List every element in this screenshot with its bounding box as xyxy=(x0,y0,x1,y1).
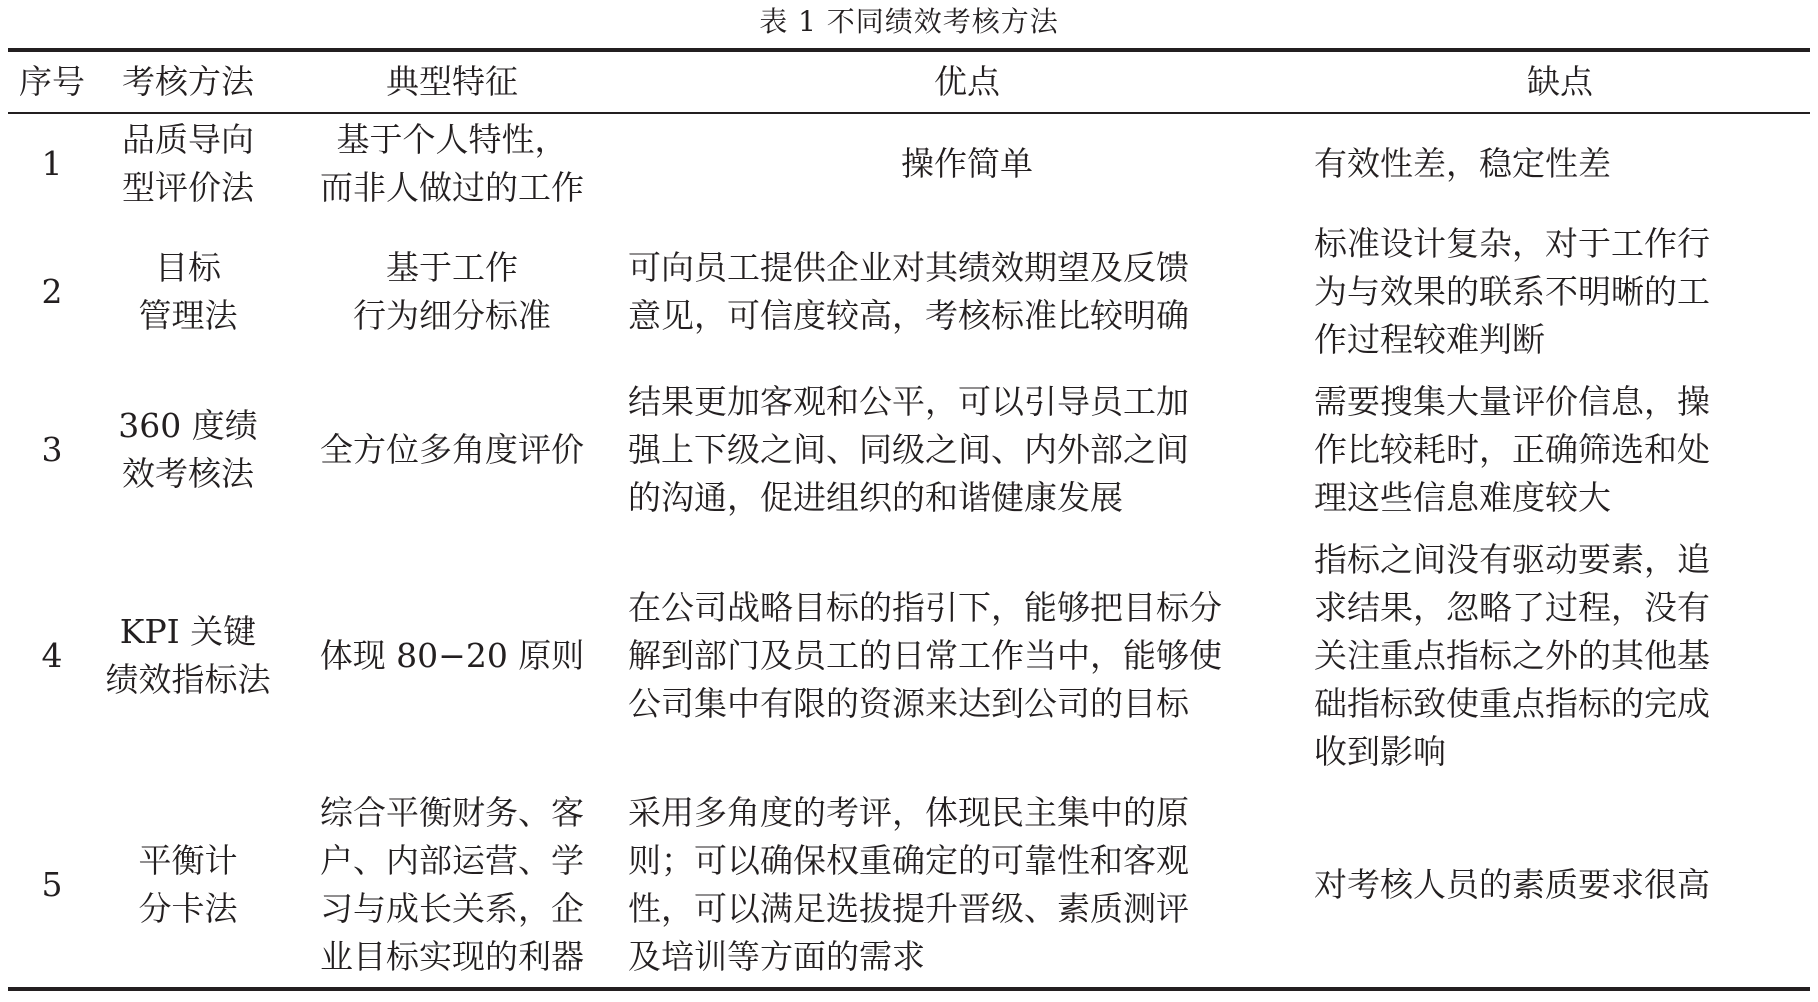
performance-methods-table xyxy=(8,48,1810,991)
cell-num: 3 xyxy=(41,430,63,469)
cell-num: 1 xyxy=(41,143,63,183)
table-header xyxy=(8,50,1810,113)
cell-method: KPI 关键 绩效指标法 xyxy=(105,612,271,699)
header-cons: 缺点 xyxy=(1527,62,1593,101)
table-row xyxy=(8,529,1810,783)
cell-pros: 操作简单 xyxy=(901,143,1033,183)
cell-method: 品质导向 型评价法 xyxy=(122,119,254,207)
table-body xyxy=(8,113,1810,989)
cell-num: 4 xyxy=(41,636,63,675)
cell-pros: 在公司战略目标的指引下，能够把目标分 解到部门及员工的日常工作当中，能够使 公司集中有限的资源来达到公司的目标 xyxy=(628,588,1222,723)
cell-cons: 需要搜集大量评价信息，操 作比较耗时，正确筛选和处 理这些信息难度较大 xyxy=(1314,382,1710,517)
cell-num: 2 xyxy=(41,272,63,311)
cell-feature: 体现 80−20 原则 xyxy=(319,636,585,675)
cell-pros: 结果更加客观和公平，可以引导员工加 强上下级之间、同级之间、内外部之间 的沟通，促进组织的和谐健康发展 xyxy=(628,382,1189,517)
table-row xyxy=(8,213,1810,371)
header-row xyxy=(8,50,1810,113)
cell-cons: 对考核人员的素质要求很高 xyxy=(1314,865,1710,904)
header-num: 序号 xyxy=(19,62,85,101)
table-caption: 表 1 不同绩效考核方法 xyxy=(759,5,1059,38)
cell-cons: 有效性差，稳定性差 xyxy=(1314,143,1611,183)
cell-num: 5 xyxy=(41,865,63,904)
table-row xyxy=(8,113,1810,213)
cell-feature: 全方位多角度评价 xyxy=(320,430,584,469)
table-row xyxy=(8,371,1810,529)
cell-feature: 基于工作 行为细分标准 xyxy=(353,248,551,335)
header-method: 考核方法 xyxy=(122,62,254,101)
table-row xyxy=(8,783,1810,989)
cell-cons: 标准设计复杂，对于工作行 为与效果的联系不明晰的工 作过程较难判断 xyxy=(1314,224,1710,359)
header-pros: 优点 xyxy=(934,62,1000,101)
cell-cons: 指标之间没有驱动要素，追 求结果，忽略了过程，没有 关注重点指标之外的其他基 础指标致使重点指标的完成 收到影响 xyxy=(1314,540,1710,771)
cell-method: 目标 管理法 xyxy=(138,248,238,335)
cell-method: 平衡计 分卡法 xyxy=(138,841,238,928)
header-feature: 典型特征 xyxy=(386,62,518,101)
cell-feature: 基于个人特性， 而非人做过的工作 xyxy=(320,119,584,207)
cell-pros: 采用多角度的考评，体现民主集中的原 则；可以确保权重确定的可靠性和客观 性，可以满足选拔提升晋级、素质测评 及培训等方面的需求 xyxy=(628,793,1189,976)
cell-method: 360 度绩 效考核法 xyxy=(118,406,258,493)
cell-feature: 综合平衡财务、客 户、内部运营、学 习与成长关系，企 业目标实现的利器 xyxy=(320,793,584,976)
cell-pros: 可向员工提供企业对其绩效期望及反馈 意见，可信度较高，考核标准比较明确 xyxy=(628,248,1189,335)
